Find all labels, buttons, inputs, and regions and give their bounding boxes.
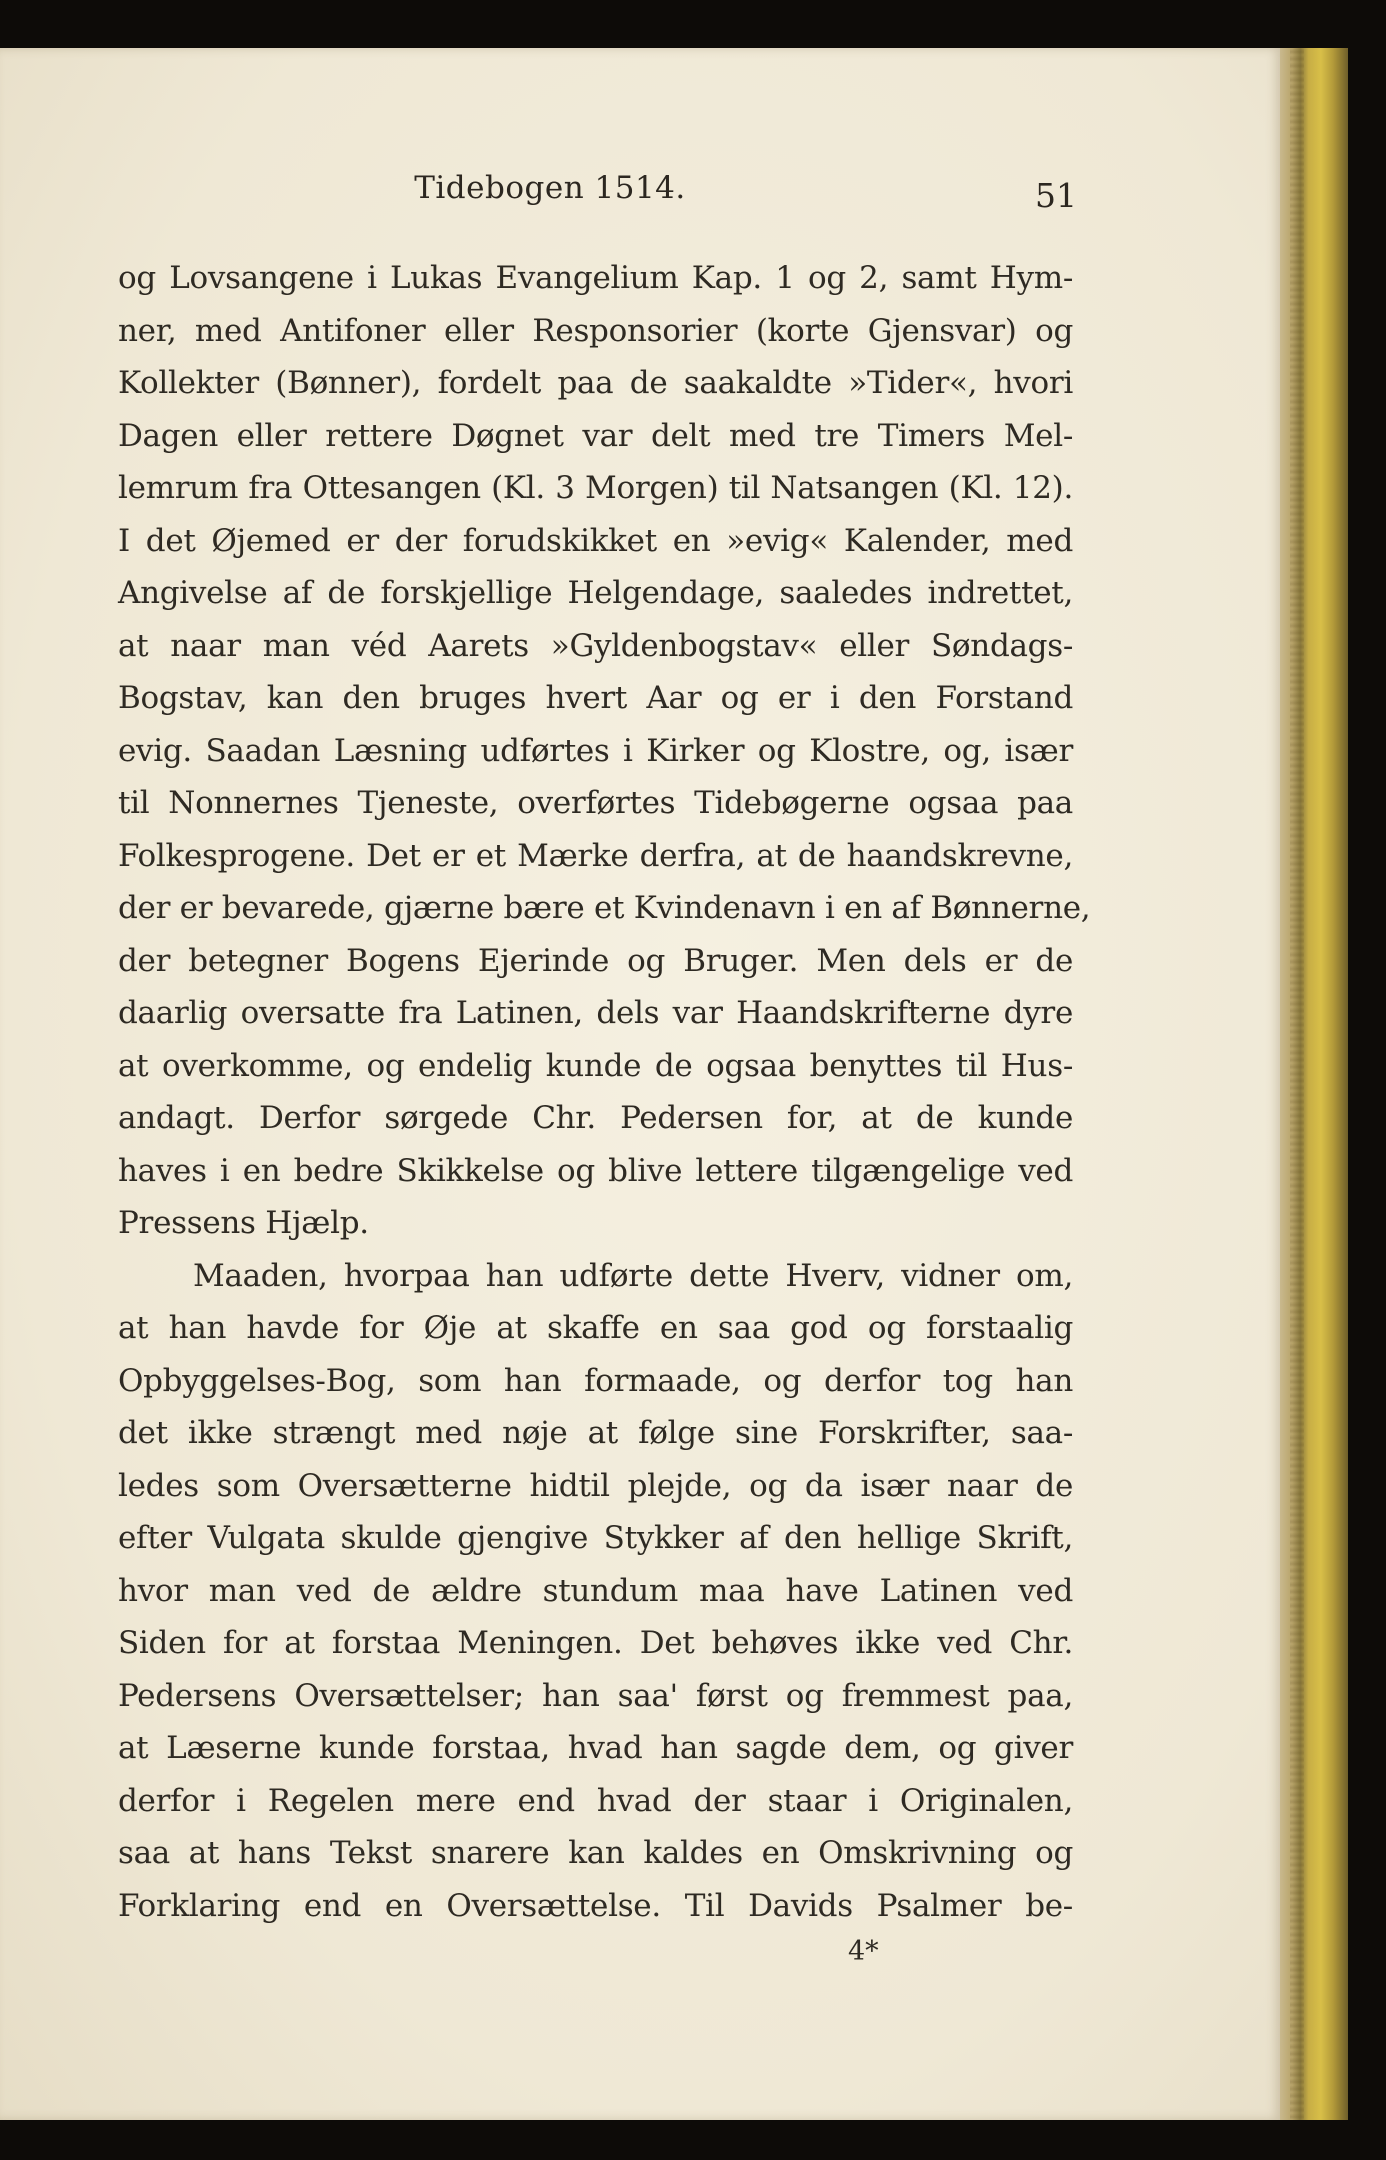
running-title: Tidebogen 1514.	[414, 170, 686, 206]
page-number: 51	[1035, 176, 1077, 215]
text-line: andagt. Derfor sørgede Chr. Pedersen for, at de kunde	[118, 1100, 1073, 1136]
text-line: der betegner Bogens Ejerinde og Bruger. Men dels er de	[118, 942, 1073, 979]
text-line: saa at hans Tekst snarere kan kaldes en Omskrivning og	[118, 1835, 1073, 1871]
signature-mark: 4*	[848, 1936, 879, 1967]
text-line: Angivelse af de forskjellige Helgendage, saaledes indrettet,	[118, 575, 1073, 611]
paragraph-end-line: Pressens Hjælp.	[118, 1205, 369, 1241]
text-line: at han havde for Øje at skaffe en saa god og forstaalig	[118, 1310, 1073, 1346]
text-line: daarlig oversatte fra Latinen, dels var Haandskrifterne dyre	[118, 995, 1073, 1031]
page-edge-gilt	[1280, 48, 1348, 2120]
text-line: Dagen eller rettere Døgnet var delt med tre Timers Mel-	[118, 417, 1073, 454]
text-line: derfor i Regelen mere end hvad der staar i Originalen,	[118, 1782, 1073, 1819]
text-line: hvor man ved de ældre stundum maa have Latinen ved	[118, 1572, 1073, 1609]
text-line: Folkesprogene. Det er et Mærke derfra, at de haandskrevne,	[118, 837, 1073, 874]
text-line: Pedersens Oversættelser; han saa' først og fremmest paa,	[118, 1677, 1073, 1714]
text-line: at overkomme, og endelig kunde de ogsaa benyttes til Hus-	[118, 1047, 1073, 1084]
text-line: lemrum fra Ottesangen (Kl. 3 Morgen) til Natsangen (Kl. 12).	[118, 470, 1073, 506]
text-line: evig. Saadan Læsning udførtes i Kirker og Klostre, og, især	[118, 732, 1073, 769]
text-line: og Lovsangene i Lukas Evangelium Kap. 1 og 2, samt Hym-	[118, 260, 1073, 296]
text-line: til Nonnernes Tjeneste, overførtes Tidebøgerne ogsaa paa	[118, 785, 1073, 821]
text-line: der er bevarede, gjærne bære et Kvindenavn i en af Bønnerne,	[118, 890, 1091, 926]
text-line: haves i en bedre Skikkelse og blive lettere tilgængelige ved	[118, 1152, 1073, 1189]
text-line: ner, med Antifoner eller Responsorier (korte Gjensvar) og	[118, 312, 1073, 349]
text-line: Kollekter (Bønner), fordelt paa de saakaldte »Tider«, hvori	[118, 365, 1073, 401]
text-line: Bogstav, kan den bruges hvert Aar og er i den Forstand	[118, 680, 1073, 716]
text-line: Forklaring end en Oversættelse. Til Davids Psalmer be-	[118, 1887, 1073, 1924]
text-line: efter Vulgata skulde gjengive Stykker af den hellige Skrift,	[118, 1520, 1073, 1556]
text-line: at naar man véd Aarets »Gyldenbogstav« eller Søndags-	[118, 627, 1073, 664]
text-line: Opbyggelses-Bog, som han formaade, og derfor tog han	[118, 1362, 1073, 1399]
text-line: at Læserne kunde forstaa, hvad han sagde dem, og giver	[118, 1730, 1073, 1766]
body-text	[118, 252, 1091, 1932]
text-line: Siden for at forstaa Meningen. Det behøves ikke ved Chr.	[118, 1625, 1073, 1661]
text-line: ledes som Oversætterne hidtil plejde, og da især naar de	[118, 1467, 1073, 1504]
paragraph-start-line: Maaden, hvorpaa han udførte dette Hverv, vidner om,	[193, 1257, 1073, 1294]
text-line: det ikke strængt med nøje at følge sine Forskrifter, saa-	[118, 1415, 1073, 1451]
text-line: I det Øjemed er der forudskikket en »evig« Kalender, med	[118, 522, 1073, 559]
